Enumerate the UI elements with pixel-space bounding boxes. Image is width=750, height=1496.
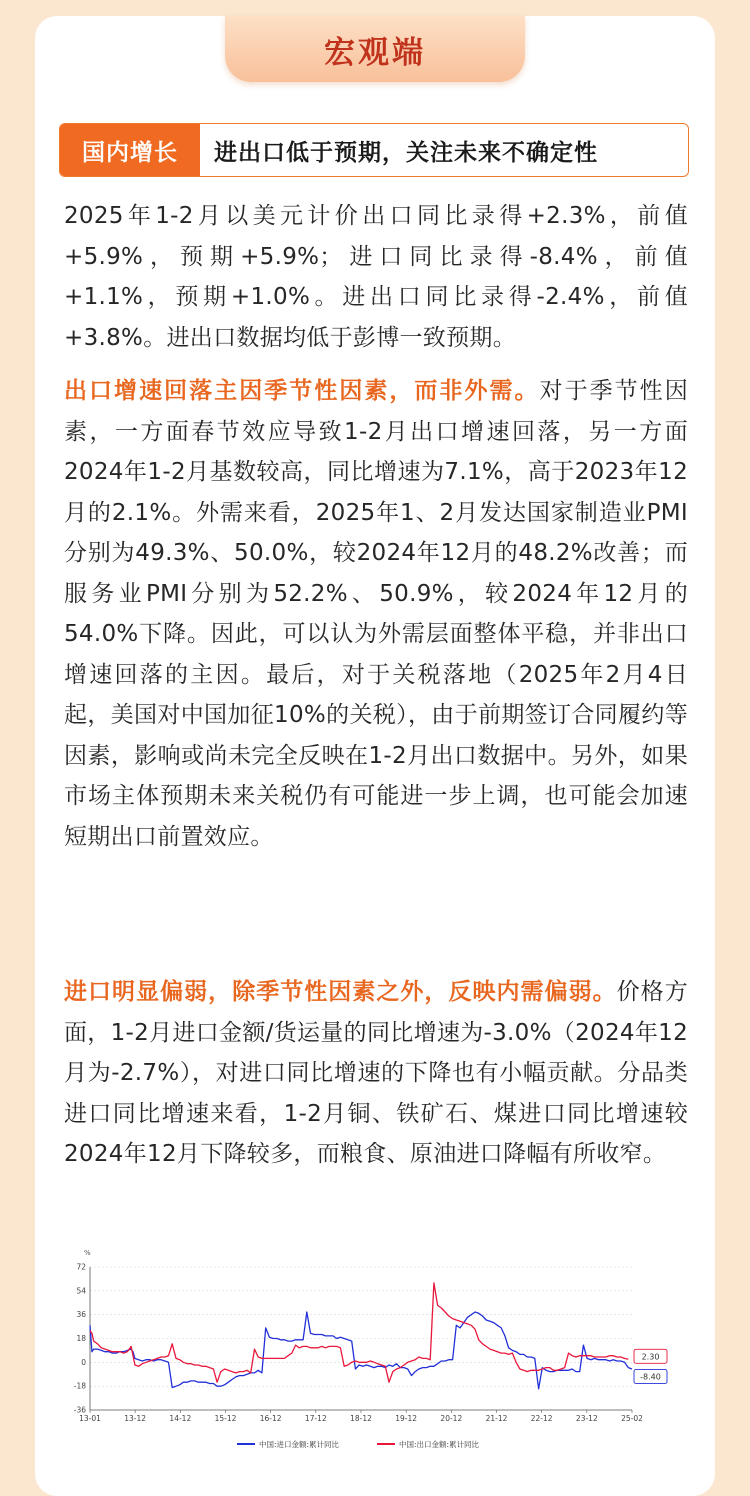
- y-tick-label: 0: [81, 1357, 86, 1367]
- y-tick-label: 18: [76, 1334, 86, 1343]
- paragraph-export-analysis: [64, 371, 688, 857]
- x-tick-label: 17-12: [304, 1414, 327, 1423]
- x-tick-label: 15-12: [214, 1414, 237, 1423]
- x-tick-label: 20-12: [440, 1414, 463, 1423]
- topic-tag: 国内增长: [60, 124, 200, 176]
- x-tick-label: 25-02: [621, 1414, 643, 1423]
- x-tick-label: 16-12: [259, 1414, 282, 1423]
- y-unit-label: %: [84, 1249, 91, 1257]
- paragraph-export-highlight: 出口增速回落主因季节性因素，而非外需。: [64, 378, 540, 404]
- legend-label: 中国:出口金额:累计同比: [399, 1440, 480, 1449]
- x-tick-label: 21-12: [485, 1414, 508, 1423]
- series-line-export: [90, 1283, 628, 1382]
- paragraph-import-highlight: 进口明显偏弱，除季节性因素之外，反映内需偏弱。: [64, 979, 617, 1005]
- section-title: 宏观端: [324, 34, 426, 71]
- y-tick-label: 72: [76, 1262, 86, 1272]
- y-tick-label: -36: [73, 1405, 86, 1415]
- x-tick-label: 18-12: [350, 1414, 372, 1423]
- paragraph-import-body: 价格方面，1-2月进口金额/货运量的同比增速为-3.0%（2024年12月为-2.7%），对进口同比增速的下降也有小幅贡献。分品类进口同比增速来看，1-2月铜、铁矿石、煤进口同比增速较2024年12月下降较多，而粮食、原油进口降幅有所收窄。: [64, 979, 688, 1167]
- topic-title: 进出口低于预期，关注未来不确定性: [214, 139, 598, 166]
- paragraph-import-analysis: [64, 972, 688, 1175]
- y-tick-label: 36: [76, 1310, 86, 1320]
- x-tick-label: 19-12: [395, 1414, 418, 1423]
- y-tick-label: 54: [76, 1286, 86, 1296]
- x-tick-label: 13-12: [124, 1414, 147, 1423]
- x-tick-label: 14-12: [169, 1414, 192, 1423]
- y-tick-label: -18: [73, 1381, 86, 1391]
- section-title-tab: [225, 16, 525, 82]
- x-tick-label: 22-12: [530, 1414, 553, 1423]
- export-end-label: 2.30: [641, 1352, 660, 1362]
- series-line-import: [90, 1312, 632, 1389]
- chart-svg: [62, 1243, 682, 1457]
- x-tick-label: 13-01: [79, 1414, 101, 1423]
- legend-label: 中国:进口金额:累计同比: [259, 1440, 340, 1449]
- x-tick-label: 23-12: [575, 1414, 598, 1423]
- paragraph-export-body: 对于季节性因素，一方面春节效应导致1-2月出口增速回落，另一方面2024年1-2月基数较高，同比增速为7.1%，高于2023年12月的2.1%。外需来看，2025年1、2月发达国家制造业PMI分别为49.3%、50.0%，较2024年12月的48.2%改善；而服务业PMI分别为52.2%、50.9%，较2024年12月的54.0%下降。因此，可以认为外需层面整体平稳，并非出口增速回落的主因。最后，对于关税落地（2025年2月4日起，美国对中国加征10%的关税），由于前期签订合同履约等因素，影响或尚未完全反映在1-2月出口数据中。另外，如果市场主体预期未来关税仍有可能进一步上调，也可能会加速短期出口前置效应。: [64, 378, 688, 850]
- topic-header: [59, 123, 689, 177]
- import-end-label: -8.40: [640, 1372, 661, 1382]
- trade-growth-chart: [62, 1243, 682, 1457]
- paragraph-export-import-data: 2025年1-2月以美元计价出口同比录得+2.3%，前值+5.9%，预期+5.9%；进口同比录得-8.4%，前值+1.1%，预期+1.0%。进出口同比录得-2.4%，前值+3.8%。进出口数据均低于彭博一致预期。: [64, 203, 688, 351]
